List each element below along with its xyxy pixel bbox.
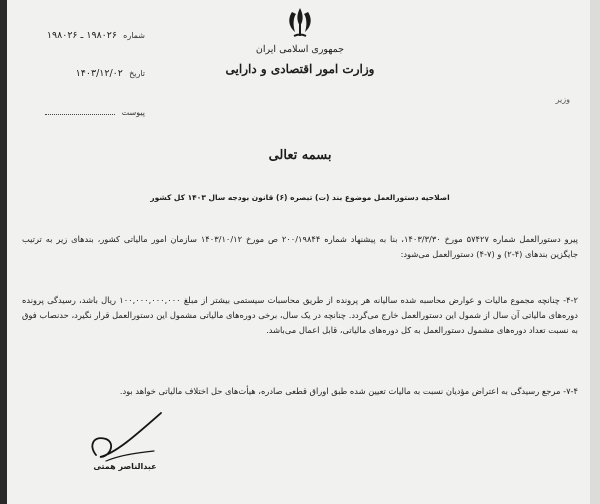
government-name: جمهوری اسلامی ایران bbox=[255, 44, 345, 55]
letter-subject: اصلاحیه دستورالعمل موضوع بند (ت) تبصره (۶) قانون بودجه سال ۱۴۰۳ کل کشور bbox=[150, 193, 450, 202]
paragraph-preamble: پیرو دستورالعمل شماره ۵۷۴۲۷ مورخ ۱۴۰۳/۳/۳۰، بنا به پیشنهاد شماره ۲۰۰/۱۹۸۴۴ ص مورخ ۱۴۰۳/۱۰/۱۲ سازمان امور مالیاتی کشور، بندهای زیر به ترتیب جایگزین بندهای (۴-۲) و (۷-۴) دستورالعمل می‌شود: bbox=[22, 234, 578, 259]
number-value: ۱۹۸۰۲۶ ـ ۱۹۸۰۲۶ bbox=[46, 30, 117, 41]
iran-emblem-icon bbox=[285, 6, 315, 40]
handwritten-signature bbox=[76, 405, 176, 465]
letter-attachment bbox=[20, 107, 145, 118]
scan-edge-right bbox=[590, 0, 600, 504]
ministry-name: وزارت امور اقتصادی و دارایی bbox=[225, 62, 375, 76]
letter-number bbox=[20, 30, 145, 41]
number-label: شماره bbox=[123, 31, 145, 40]
signer-name: عبدالناصر همتی bbox=[93, 462, 157, 471]
letter-date bbox=[20, 68, 145, 79]
attachment-label: پیوست bbox=[121, 108, 145, 117]
paragraph-clause-7-4: ۷-۴- مرجع رسیدگی به اعتراض مؤدیان نسبت به مالیات تعیین شده طبق اوراق قطعی صادره، هیأت‌های حل اختلاف مالیاتی خواهد بود. bbox=[119, 386, 578, 396]
invocation: بسمه تعالی bbox=[268, 148, 332, 163]
date-value: ۱۴۰۳/۱۲/۰۲ bbox=[75, 68, 123, 79]
attachment-dotted-line bbox=[45, 108, 115, 115]
minister-title: وزیر bbox=[555, 95, 570, 104]
paragraph-clause-4-2: ۴-۲- چنانچه مجموع مالیات و عوارض محاسبه شده سالیانه هر پرونده از طریق محاسبات سیستمی بیشتر از مبلغ ۱۰۰,۰۰۰,۰۰۰,۰۰۰ ریال باشد، رسیدگی پرونده دوره‌های مالیاتی آن سال از شمول این دستورالعمل خارج می‌گردد. چنانچه در یک سال، برخی دوره‌های مالیاتی مشمول این دستورالعمل قرار نگیرد، حدنصاب فوق به نسبت تعداد دوره‌های مشمول دستورالعمل به کل دوره‌های مالیاتی، قابل اعمال می‌باشد. bbox=[22, 295, 578, 335]
scan-edge-left bbox=[0, 0, 7, 504]
date-label: تاریخ bbox=[129, 69, 145, 78]
